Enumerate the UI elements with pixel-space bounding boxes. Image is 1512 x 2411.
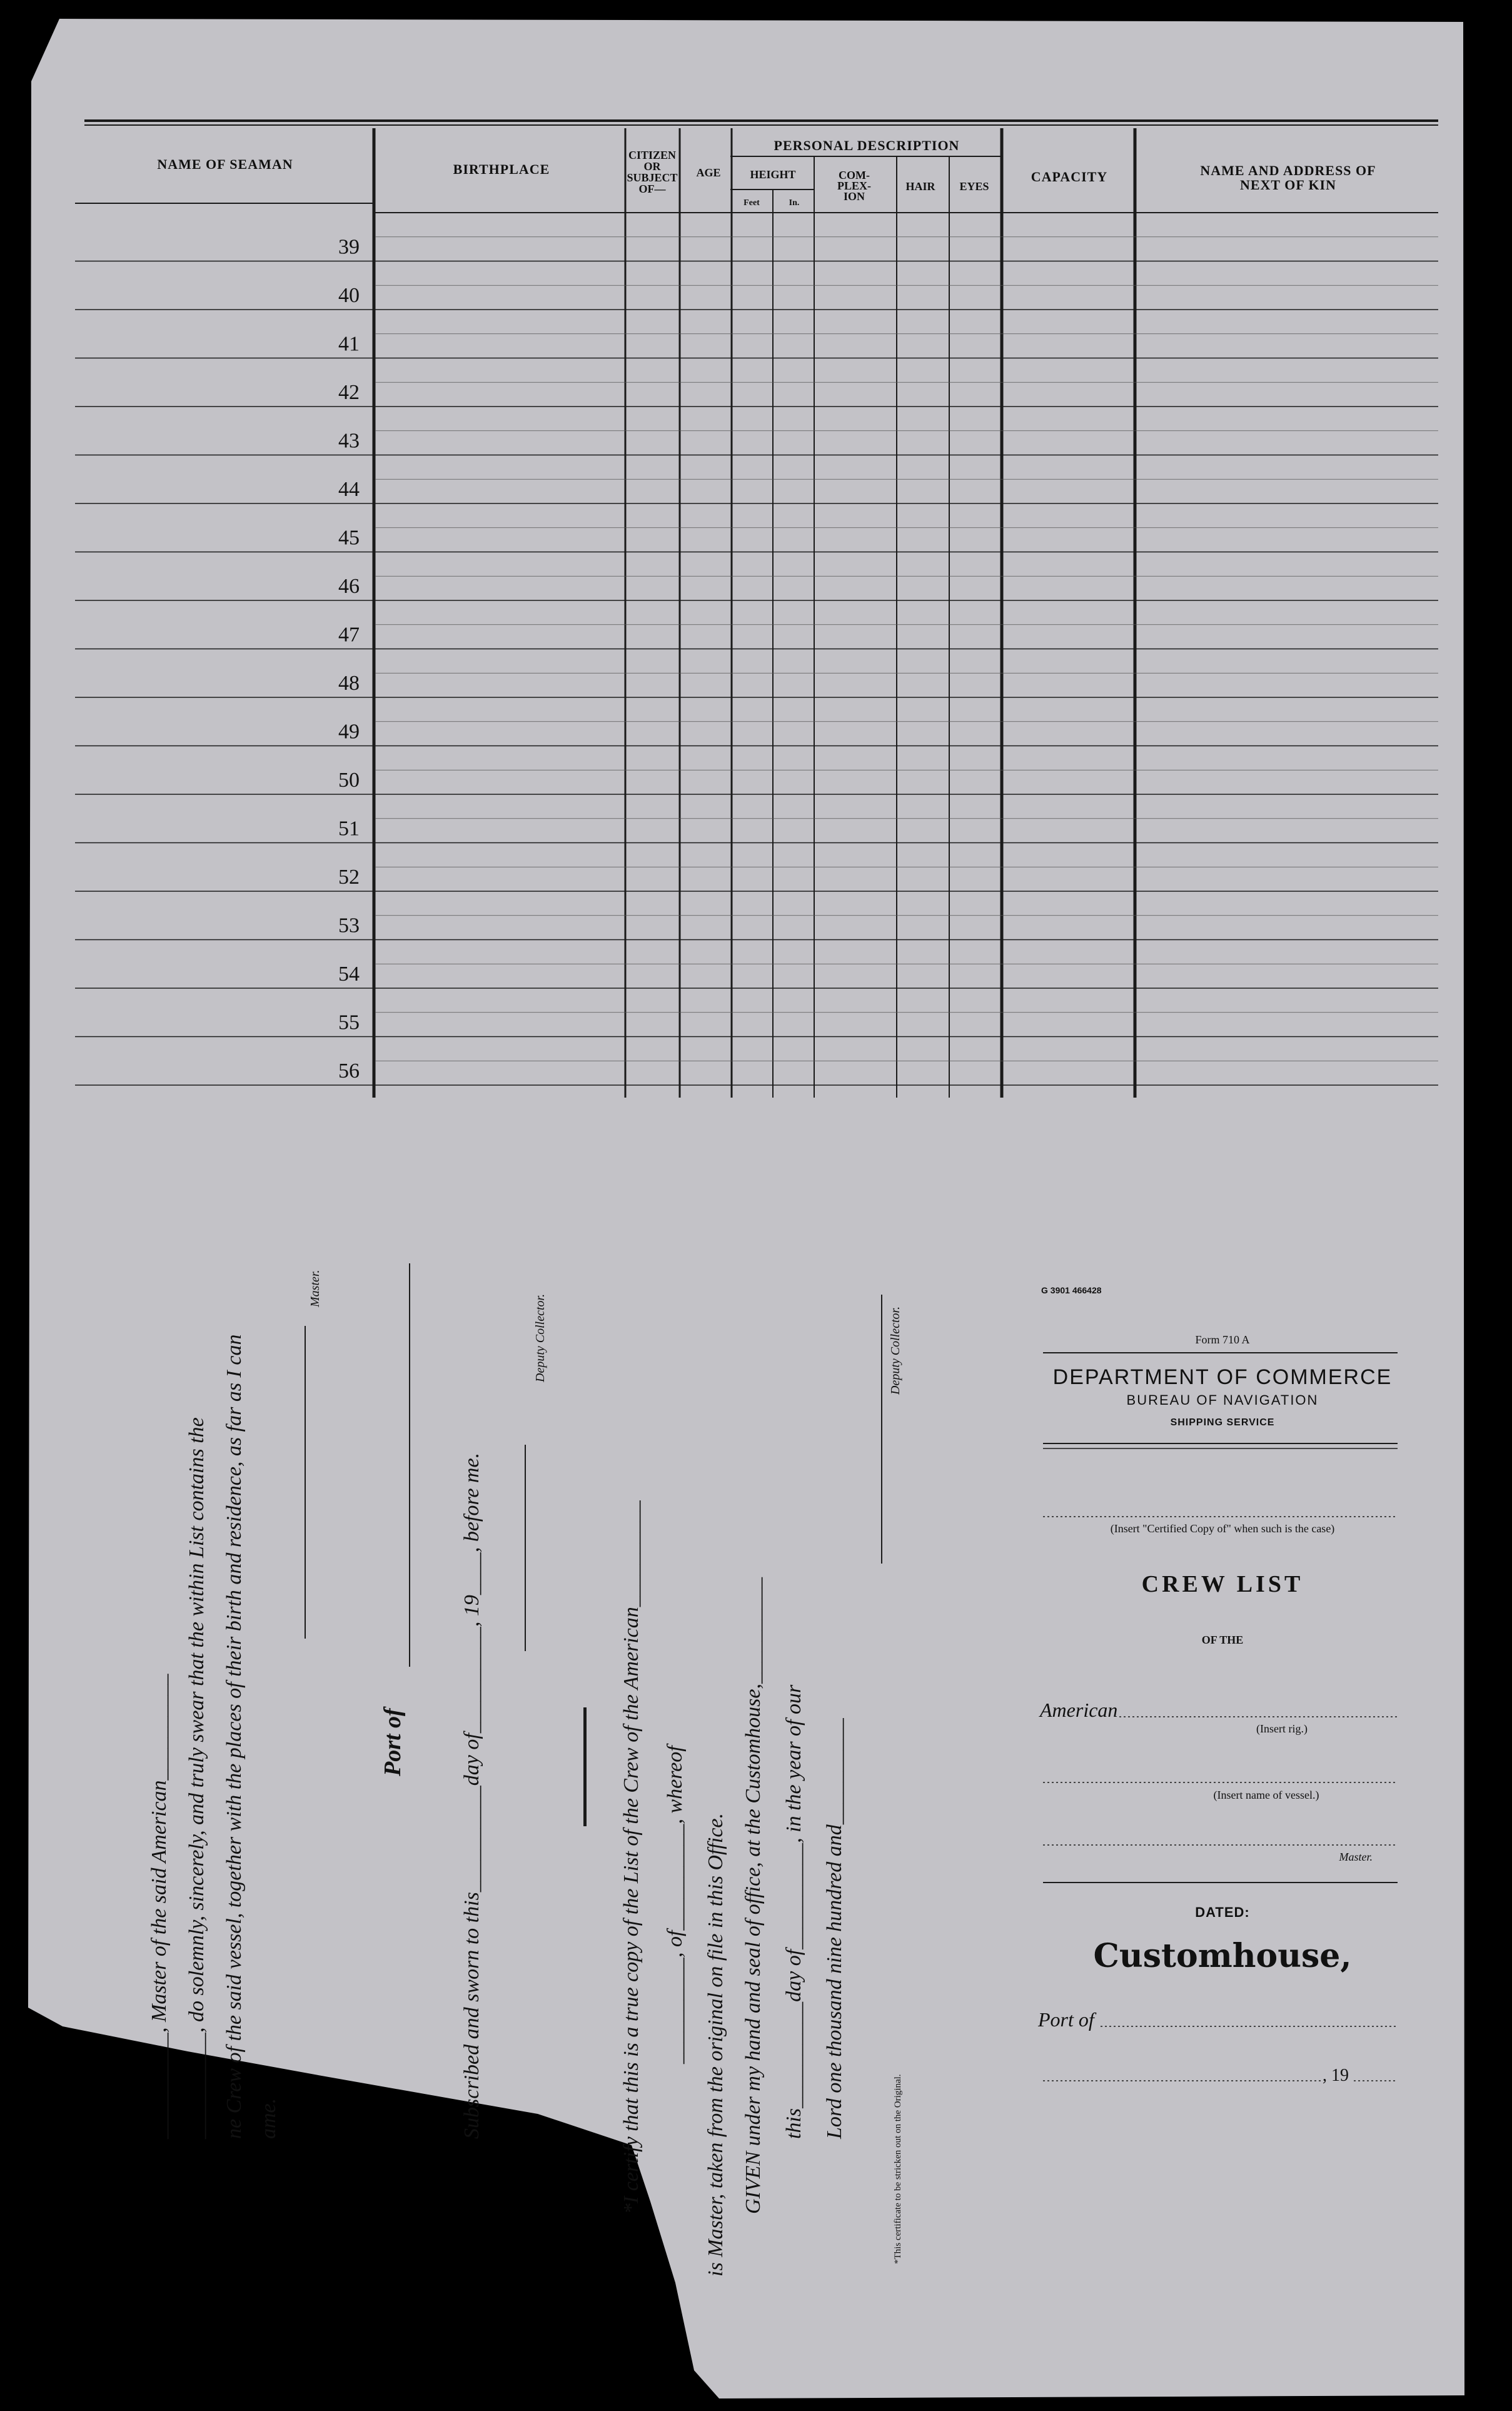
row-number: 45	[338, 526, 360, 550]
row-number: 41	[338, 332, 360, 356]
header-height: HEIGHT	[750, 168, 796, 181]
certificate-line-3: is Master, taken from the original on file in this Office.	[704, 1812, 727, 2277]
row-number: 55	[338, 1011, 360, 1034]
of-the-label: OF THE	[1201, 1634, 1244, 1646]
oath-subscribed: Subscribed and sworn to this__________day of__________, 19____, before me.	[460, 1452, 483, 2139]
form-number: Form 710 A	[1195, 1333, 1250, 1346]
oath-master-label: Master.	[308, 1270, 322, 1307]
row-number: 43	[338, 429, 360, 453]
oath-line-4: ame.	[257, 2098, 280, 2139]
cover-master-label: Master.	[1339, 1851, 1373, 1863]
row-number: 49	[338, 720, 360, 744]
row-number: 40	[338, 284, 360, 307]
header-citizen-3: SUBJECT	[627, 171, 678, 184]
insert-certified-note: (Insert "Certified Copy of" when such is the case)	[1110, 1522, 1335, 1535]
oath-line-3: ne Crew of the said vessel, together with the places of their birth and residence, as far as I can	[223, 1334, 246, 2139]
header-name-of-seaman: NAME OF SEAMAN	[157, 156, 293, 172]
header-feet: Feet	[743, 198, 760, 208]
oath-deputy-collector: Deputy Collector.	[533, 1293, 547, 1382]
row-number: 56	[338, 1059, 360, 1083]
service-title: SHIPPING SERVICE	[1170, 1417, 1275, 1428]
header-citizen-2: OR	[643, 160, 661, 173]
header-age: AGE	[696, 166, 721, 179]
header-personal-description: PERSONAL DESCRIPTION	[774, 138, 960, 153]
certificate-line-6: Lord one thousand nine hundred and__________	[823, 1718, 846, 2139]
dated-label: DATED:	[1195, 1904, 1250, 1920]
row-number: 44	[338, 478, 360, 501]
row-number: 53	[338, 914, 360, 938]
header-capacity: CAPACITY	[1031, 169, 1108, 184]
print-code: G 3901 466428	[1041, 1285, 1102, 1295]
cover-port-of: Port of	[1038, 2008, 1094, 2031]
row-number: 47	[338, 623, 360, 647]
certificate-deputy-collector: Deputy Collector.	[889, 1306, 902, 1395]
certificate-line-4: GIVEN under my hand and seal of office, at the Customhouse,__________	[742, 1577, 765, 2214]
insert-vessel-note: (Insert name of vessel.)	[1213, 1789, 1319, 1801]
customhouse-title: Customhouse,	[1093, 1937, 1352, 1975]
header-next-of-kin-1: NAME AND ADDRESS OF	[1200, 163, 1376, 178]
divider-mark	[583, 1707, 587, 1826]
certificate-line-1: *I certify that this is a true copy of the List of the Crew of the American__________	[620, 1500, 643, 2214]
crew-list-title: CREW LIST	[1141, 1571, 1304, 1597]
header-eyes: EYES	[959, 180, 989, 193]
row-number: 52	[338, 866, 360, 889]
header-citizen-4: OF—	[638, 183, 666, 195]
header-complexion-1: COM-	[839, 169, 870, 181]
row-number: 54	[338, 963, 360, 986]
row-number: 46	[338, 575, 360, 598]
header-citizen-1: CITIZEN	[628, 149, 677, 161]
department-title: DEPARTMENT OF COMMERCE	[1052, 1365, 1393, 1389]
bureau-title: BUREAU OF NAVIGATION	[1126, 1392, 1319, 1408]
row-number: 42	[338, 381, 360, 404]
certificate-line-2: __________, of__________, whereof	[663, 1746, 687, 2064]
oath-port-of: Port of	[380, 1708, 406, 1776]
header-hair: HAIR	[905, 180, 935, 193]
certificate-line-5: this__________day of__________, in the year of our	[782, 1684, 805, 2139]
cover-year-prefix: , 19	[1323, 2066, 1349, 2085]
american-label: American	[1040, 1699, 1118, 1721]
row-number: 50	[338, 769, 360, 792]
insert-rig-note: (Insert rig.)	[1256, 1722, 1308, 1735]
header-complexion-2: PLEX-	[837, 179, 871, 192]
certificate-footnote: *This certificate to be stricken out on the Original.	[893, 2074, 903, 2264]
row-number: 51	[338, 817, 360, 841]
oath-line-1: __________, Master of the said American__________	[148, 1674, 171, 2139]
header-birthplace: BIRTHPLACE	[453, 161, 550, 177]
header-inches: In.	[789, 198, 800, 208]
oath-line-2: __________, do solemnly, sincerely, and truly swear that the within List contains the	[185, 1417, 208, 2139]
header-complexion-3: ION	[843, 190, 865, 203]
row-number: 48	[338, 672, 360, 695]
row-number: 39	[338, 235, 360, 259]
header-next-of-kin-2: NEXT OF KIN	[1239, 177, 1337, 193]
